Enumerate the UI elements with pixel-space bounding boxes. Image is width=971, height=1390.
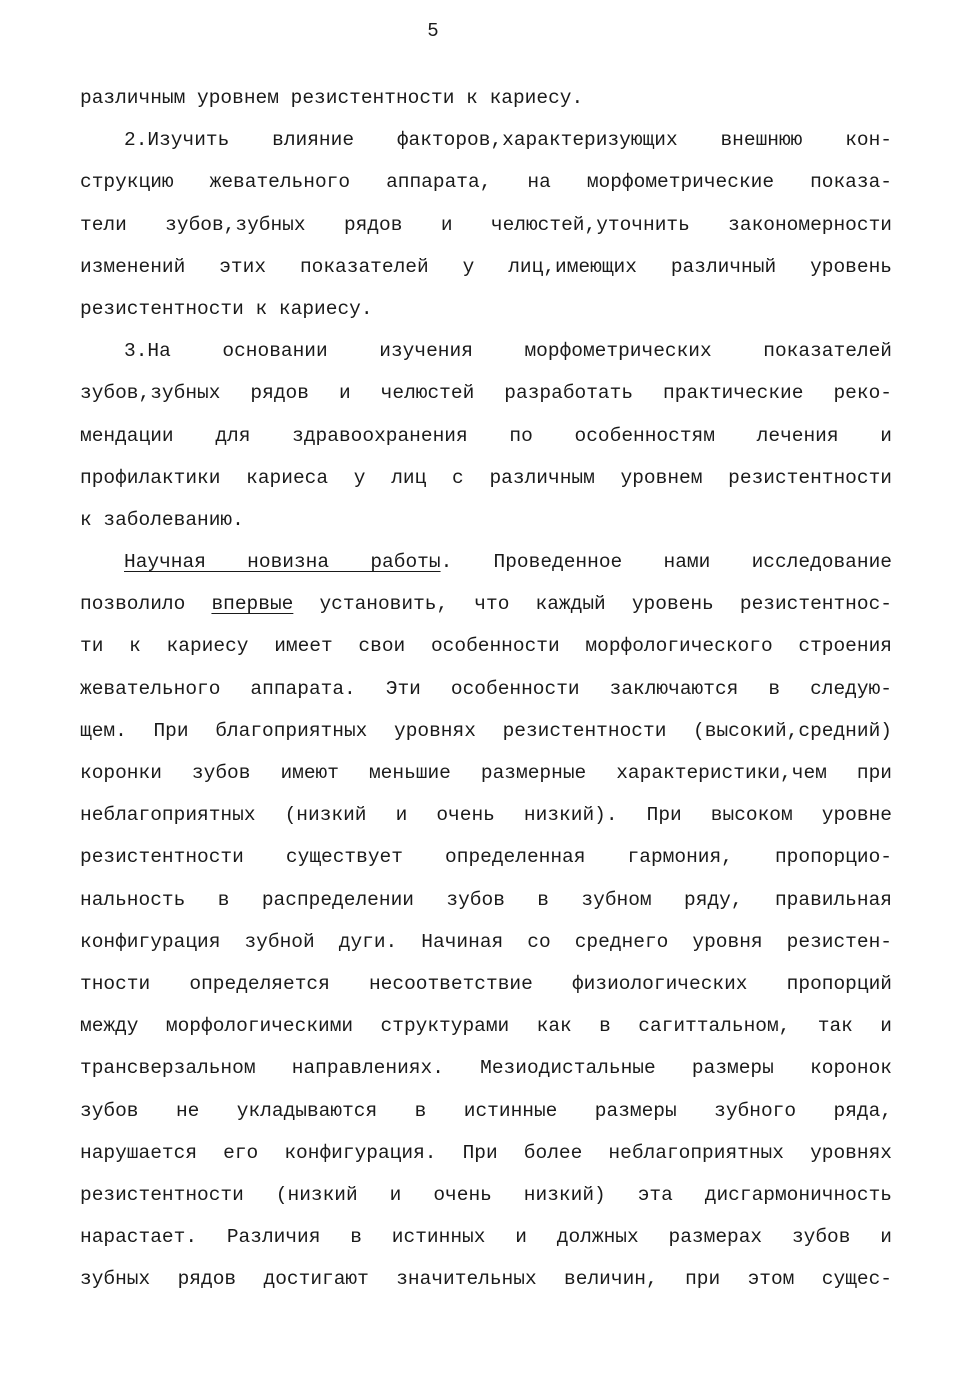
page-number: 5	[427, 20, 439, 42]
text-line: зубов не укладываются в истинные размеры зубного ряда,	[80, 1099, 892, 1122]
text-line: тности определяется несоответствие физиологических пропорций	[80, 972, 892, 995]
novelty-line-2	[80, 583, 892, 625]
text-line: резистентности (низкий и очень низкий) эта дисгармоничность	[80, 1183, 892, 1206]
novelty-line2-start: позволило	[80, 593, 212, 616]
text-line: резистентности существует определенная гармония, пропорцио-	[80, 846, 892, 869]
text-line: нальность в распределении зубов в зубном ряду, правильная	[80, 888, 892, 911]
text-line: между морфологическими структурами как в сагиттальном, так и	[80, 1015, 892, 1038]
document-body	[80, 77, 892, 1300]
novelty-line	[80, 541, 892, 583]
text-line: изменений этих показателей у лиц,имеющих различный уровень	[80, 255, 892, 278]
text-line: различным уровнем резистентности к кариесу.	[80, 87, 584, 109]
text-line: жевательного аппарата. Эти особенности заключаются в следую-	[80, 677, 892, 700]
novelty-heading: Научная новизна работы	[124, 551, 441, 574]
text-line: к заболеванию.	[80, 508, 244, 531]
text-line: струкцию жевательного аппарата, на морфометрические показа-	[80, 171, 892, 194]
text-line: зубов,зубных рядов и челюстей разработать практические реко-	[80, 382, 892, 405]
text-line: коронки зубов имеют меньшие размерные характеристики,чем при	[80, 762, 892, 784]
text-line: 2.Изучить влияние факторов,характеризующих внешнюю кон-	[124, 129, 892, 152]
text-line: мендации для здравоохранения по особенностям лечения и	[80, 424, 892, 447]
text-line: тели зубов,зубных рядов и челюстей,уточнить закономерности	[80, 213, 892, 236]
text-line: ти к кариесу имеет свои особенности морфологического строения	[80, 635, 892, 658]
novelty-emphasis: впервые	[211, 593, 294, 616]
text-line: профилактики кариеса у лиц с различным уровнем резистентности	[80, 466, 892, 489]
text-line: зубных рядов достигают значительных величин, при этом сущес-	[80, 1268, 892, 1291]
text-line: нарушается его конфигурация. При более неблагоприятных уровнях	[80, 1141, 892, 1164]
text-line: конфигурация зубной дуги. Начиная со среднего уровня резистен-	[80, 930, 892, 953]
text-line: резистентности к кариесу.	[80, 297, 373, 320]
text-line: неблагоприятных (низкий и очень низкий). При высоком уровне	[80, 804, 892, 827]
novelty-heading-tail: . Проведенное нами исследование	[440, 551, 892, 574]
novelty-line2-end: установить, что каждый уровень резистентнос-	[293, 593, 892, 616]
text-line: трансверзальном направлениях. Мезиодистальные размеры коронок	[80, 1057, 892, 1080]
text-line: нарастает. Различия в истинных и должных размерах зубов и	[80, 1226, 892, 1249]
text-line: 3.На основании изучения морфометрических показателей	[124, 340, 892, 363]
text-line: щем. При благоприятных уровнях резистентности (высокий,средний)	[80, 719, 892, 742]
